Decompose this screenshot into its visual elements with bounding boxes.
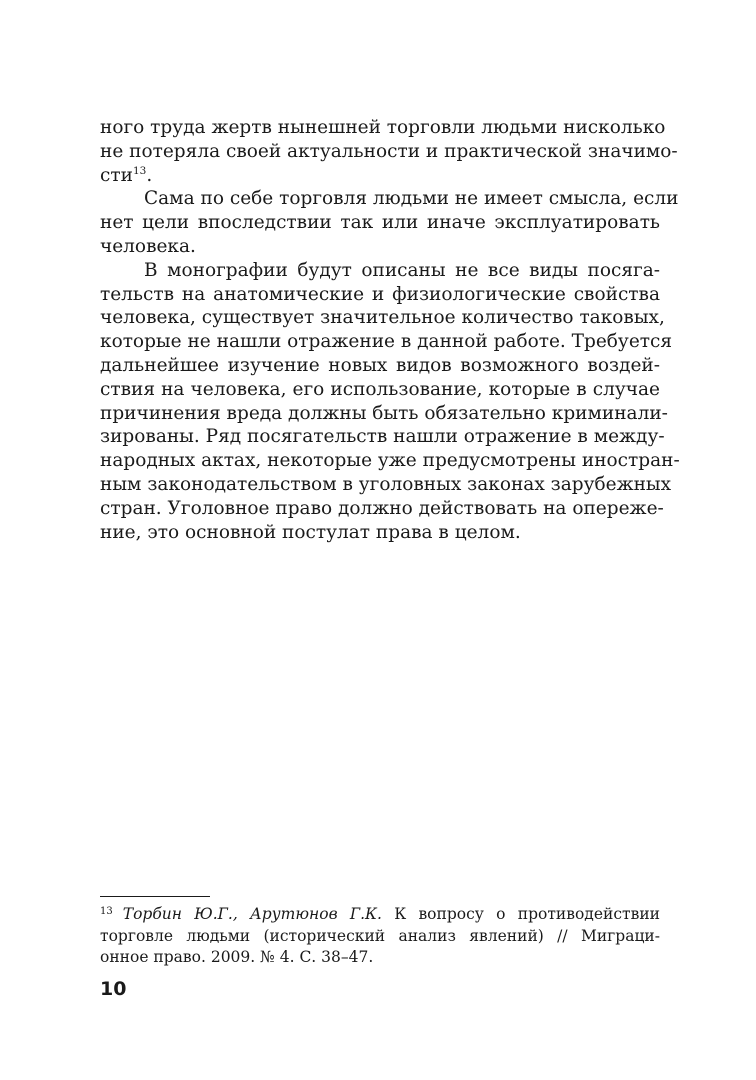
paragraph-first-line: В монографии будут описаны не все виды посяга-: [144, 259, 660, 281]
text-line: народных актах, некоторые уже предусмотрены иностран-: [100, 450, 680, 472]
text-line: не потеряла своей актуальности и практической значимо-: [100, 140, 678, 162]
main-text: [100, 116, 680, 544]
text-line: ствия на человека, его использование, которые в случае: [100, 378, 660, 400]
footnote-title: К вопросу о противодействии: [381, 905, 660, 923]
text-line: которые не нашли отражение в данной работе. Требуется: [100, 331, 673, 353]
footnote: [100, 904, 660, 969]
text-line: ным законодательством в уголовных законах зарубежных: [100, 473, 672, 495]
text-line: ного труда жертв нынешней торговли людьми нисколько: [100, 117, 666, 138]
text-fragment: сти: [100, 164, 133, 186]
text-line: причинения вреда должны быть обязательно криминали-: [100, 402, 668, 424]
text-line: нет цели впоследствии так или иначе эксплуатировать: [100, 212, 660, 234]
text-line: [100, 164, 660, 188]
text-line: стран. Уголовное право должно действовать на опереже-: [100, 497, 664, 519]
text-line: человека.: [100, 235, 196, 257]
footnote-divider: [100, 896, 210, 897]
text-fragment: .: [146, 164, 153, 186]
footnote-line: [100, 904, 660, 926]
footnote-line: торговле людьми (исторический анализ явлений) // Миграци-: [100, 926, 660, 945]
text-line: дальнейшее изучение новых видов возможного воздей-: [100, 354, 660, 376]
text-line: зированы. Ряд посягательств нашли отражение в между-: [100, 426, 665, 448]
text-line: ние, это основной постулат права в целом.: [100, 521, 521, 543]
footnote-number: 13: [100, 906, 113, 917]
footnote-line: онное право. 2009. № 4. С. 38–47.: [100, 948, 374, 966]
footnote-reference[interactable]: 13: [132, 164, 147, 177]
text-line: человека, существует значительное количество таковых,: [100, 307, 665, 329]
text-line: тельств на анатомические и физиологические свойства: [100, 283, 660, 305]
footnote-authors: Торбин Ю.Г., Арутюнов Г.К.: [122, 905, 382, 923]
page-number: 10: [100, 978, 127, 1000]
paragraph-first-line: Сама по себе торговля людьми не имеет смысла, если: [144, 188, 679, 210]
